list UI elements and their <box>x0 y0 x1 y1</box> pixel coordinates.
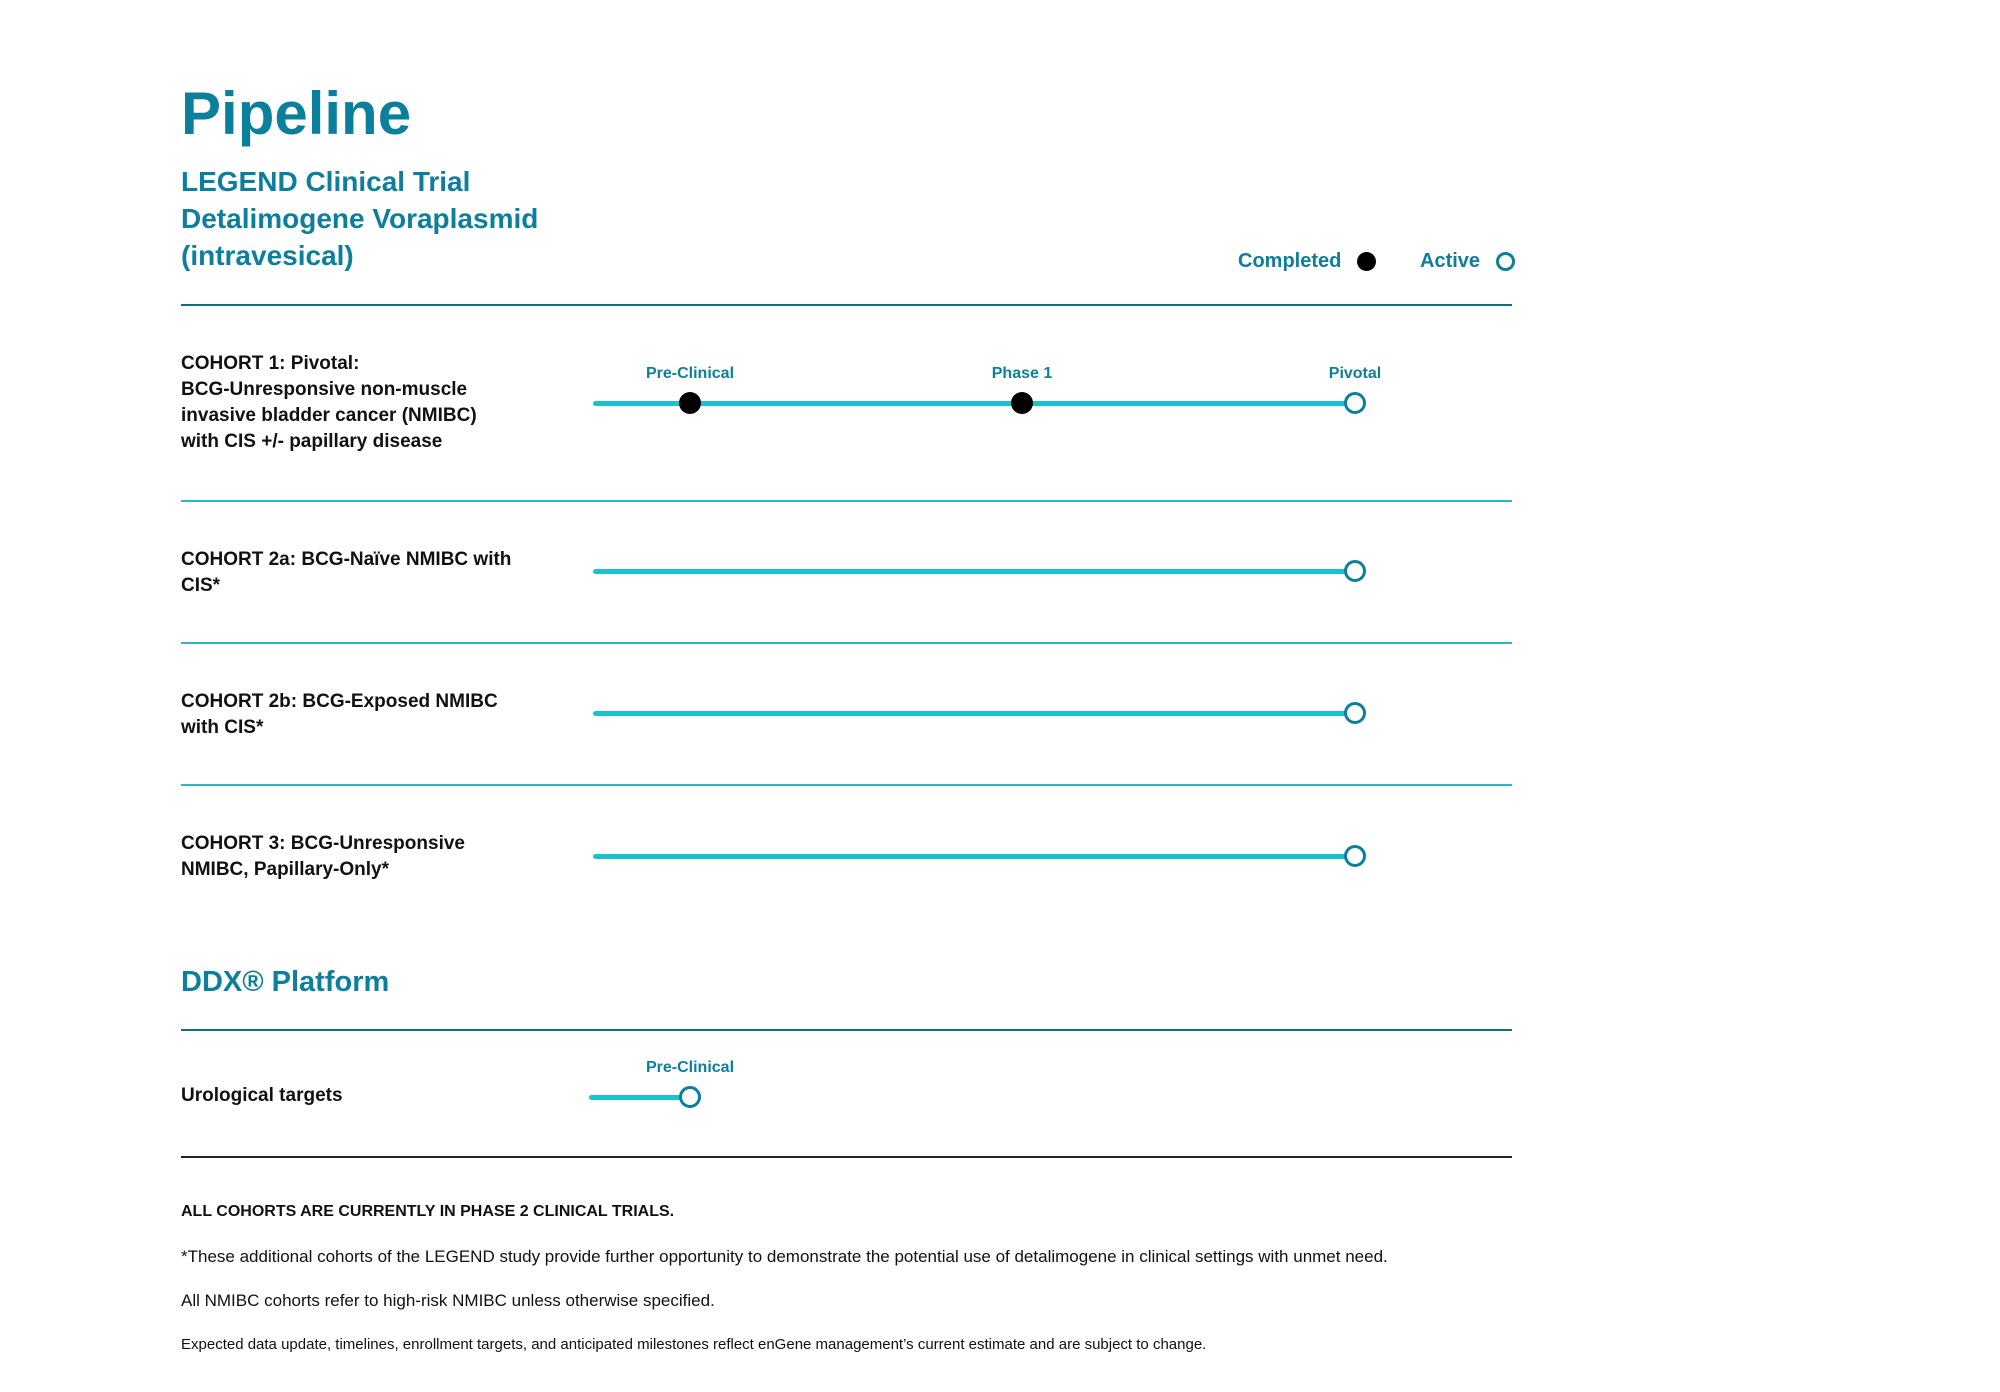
active-marker-icon <box>679 1086 701 1108</box>
completed-marker-icon <box>1011 392 1033 414</box>
cohort-2-track <box>593 711 1355 716</box>
completed-marker-icon <box>679 392 701 414</box>
cohort-0-track <box>593 401 1355 406</box>
cohort-1-track <box>593 569 1355 574</box>
platform-row-label <box>181 1083 581 1109</box>
cohort-label-line: NMIBC, Papillary-Only* <box>181 859 389 880</box>
legend-completed-label: Completed <box>1238 249 1342 272</box>
completed-dot-icon <box>1357 252 1376 271</box>
row-divider <box>181 500 1512 502</box>
trial-title-line: (intravesical) <box>181 240 354 271</box>
page-title: Pipeline <box>181 80 412 147</box>
active-dot-icon <box>1496 252 1515 271</box>
cohort-label-line: with CIS* <box>181 717 264 738</box>
stage-label: Pre-Clinical <box>645 365 735 382</box>
row-divider <box>181 784 1512 786</box>
trial-title-line: Detalimogene Voraplasmid <box>181 203 539 234</box>
cohort-label-line: BCG-Unresponsive non-muscle <box>181 379 468 400</box>
legend-completed <box>1238 246 1376 276</box>
row-divider <box>181 642 1512 644</box>
stage-label: Phase 1 <box>991 365 1053 382</box>
cohort-1-label <box>181 351 581 455</box>
active-marker-icon <box>1344 560 1366 582</box>
cohort-label-line: COHORT 1: Pivotal: <box>181 353 360 374</box>
cohort-label-line: with CIS +/- papillary disease <box>181 431 443 452</box>
phase-2-note: ALL COHORTS ARE CURRENTLY IN PHASE 2 CLINICAL TRIALS. <box>181 1203 675 1220</box>
trial-title-line: LEGEND Clinical Trial <box>181 166 471 197</box>
nmibc-note: All NMIBC cohorts refer to high-risk NMIBC unless otherwise specified. <box>181 1291 715 1310</box>
cohort-label-line: CIS* <box>181 575 221 596</box>
footer-divider <box>181 1156 1512 1158</box>
stage-label: Pivotal <box>1328 365 1382 382</box>
header-divider <box>181 304 1512 306</box>
cohort-label-line: invasive bladder cancer (NMIBC) <box>181 405 477 426</box>
legend-active <box>1420 246 1515 276</box>
asterisk-note: *These additional cohorts of the LEGEND study provide further opportunity to demonstrate the potential use of detalimogene in clinical settings with unmet need. <box>181 1247 1388 1266</box>
cohort-3-label <box>181 831 581 883</box>
legend-active-label: Active <box>1420 249 1481 272</box>
cohort-2a-label <box>181 547 581 599</box>
cohort-2b-label <box>181 689 581 741</box>
disclaimer-note: Expected data update, timelines, enrollment targets, and anticipated milestones reflect enGene management’s current estimate and are subject to change. <box>181 1336 1207 1353</box>
active-marker-icon <box>1344 392 1366 414</box>
cohort-label-line: COHORT 2b: BCG-Exposed NMIBC <box>181 691 498 712</box>
platform-label-line: Urological targets <box>181 1085 343 1106</box>
active-marker-icon <box>1344 702 1366 724</box>
platform-divider <box>181 1029 1512 1031</box>
cohort-label-line: COHORT 2a: BCG-Naïve NMIBC with <box>181 549 512 570</box>
cohort-label-line: COHORT 3: BCG-Unresponsive <box>181 833 465 854</box>
cohort-3-track <box>593 854 1355 859</box>
active-marker-icon <box>1344 845 1366 867</box>
platform-0-track <box>589 1095 690 1100</box>
trial-title <box>181 163 681 274</box>
platform-title: DDX® Platform <box>181 966 390 998</box>
stage-label: Pre-Clinical <box>645 1059 735 1076</box>
